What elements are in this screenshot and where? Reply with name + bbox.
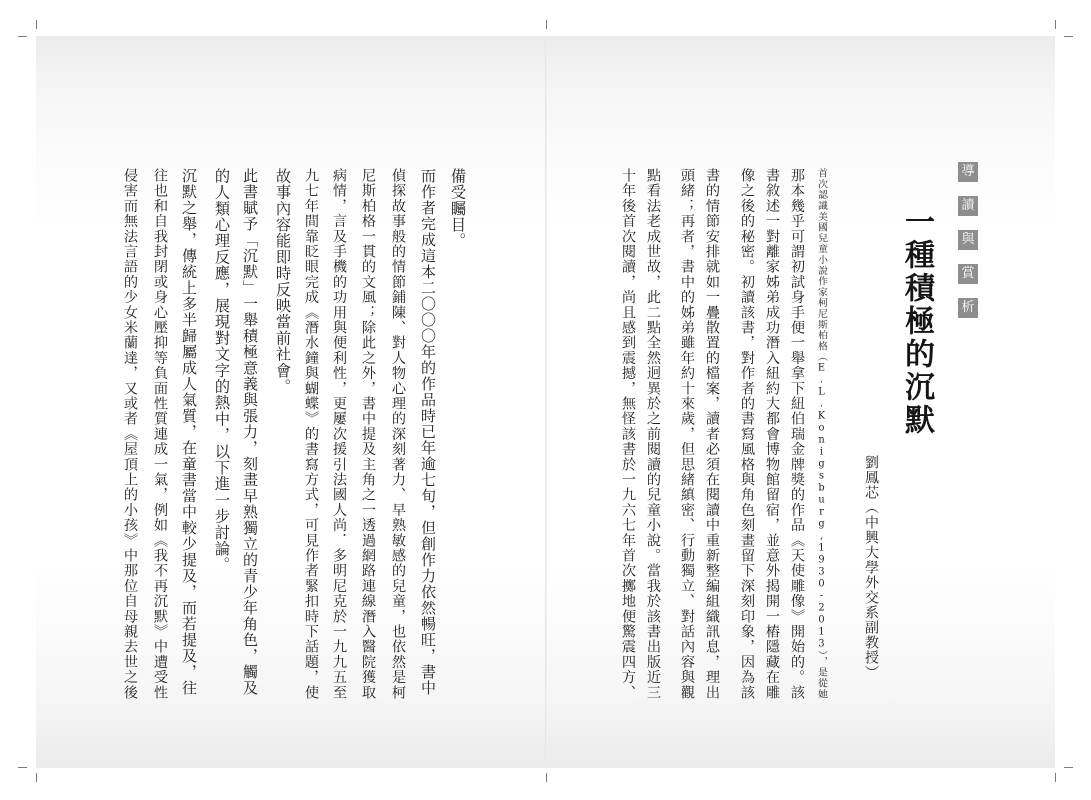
left-page: [36, 36, 546, 768]
section-label-char: 讀: [958, 196, 978, 216]
crop-mark: [1055, 20, 1056, 29]
text-column: 書的情節安排就如一疊散置的檔案，讀者必須在閱讀中重新整編組織訊息，理出: [704, 168, 720, 700]
section-label: [958, 162, 978, 332]
section-label-char: 賞: [958, 264, 978, 284]
text-column: 沉默之舉，傳統上多半歸屬成人氣質，在童書當中較少提及，而若提及，往: [180, 168, 198, 696]
text-column: 像之後的秘密。初讀該書，對作者的書寫風格與角色刻畫留下深刻印象，因為該: [739, 168, 755, 700]
text-column: 的人類心理反應，展現對文字的熱中，以下進一步討論。: [213, 168, 231, 573]
page-gutter: [545, 36, 547, 768]
text-column: 九七年間靠眨眼完成《潛水鐘與蝴蝶》的書寫方式，可見作者緊扣時下話題，使: [303, 168, 319, 700]
text-column: 病情，言及手機的功用與便利性，更屢次援引法國人尚．多明尼克於一九九五至: [331, 168, 347, 700]
text-column: 備受矚目。: [449, 168, 467, 249]
text-column: 尼斯柏格一貫的文風；除此之外，書中提及主角之一透過網路連線潛入醫院獲取: [360, 168, 376, 700]
section-label-char: 析: [958, 298, 978, 318]
text-column: 往也和自我封閉或身心壓抑等負面性質連成一氣，例如《我不再沉默》中遭受性: [152, 168, 168, 700]
text-column: 十年後首次閱讀，尚且感到震撼，無怪該書於一九六七年首次擲地便驚震四方、: [620, 168, 636, 700]
crop-mark: [36, 20, 37, 29]
crop-mark: [1055, 773, 1056, 782]
text-column: 侵害而無法言語的少女米蘭達，又或者《屋頂上的小孩》中那位自母親去世之後: [122, 168, 138, 700]
text-column: 故事內容能即時反映當前社會。: [274, 168, 292, 395]
text-column: 那本幾乎可謂初試身手便一舉拿下紐伯瑞金牌獎的作品《天使雕像》開始的。該: [789, 168, 805, 700]
text-column: 頭緒；再者，書中的姊弟雖年約十來歲，但思緒縝密、行動獨立、對話內容與觀: [679, 168, 695, 700]
article-title: 一種積極的沉默: [899, 206, 934, 437]
text-column: 此書賦予「沉默」一舉積極意義與張力，刻畫早熟獨立的青少年角色，觸及: [241, 168, 259, 696]
crop-mark: [36, 773, 37, 782]
section-label-char: 與: [958, 230, 978, 250]
section-label-char: 導: [958, 162, 978, 182]
crop-mark: [546, 773, 547, 782]
text-column: 而作者完成這本二〇〇〇年的作品時已年逾七旬，但創作力依然暢旺，書中: [419, 168, 437, 696]
author-credit: 劉鳳芯（中興大學外交系副教授）: [863, 455, 879, 680]
crop-mark: [1064, 767, 1073, 768]
crop-mark: [1064, 36, 1073, 37]
text-column: 書敘述一對離家姊弟成功潛入紐約大都會博物館留宿，並意外揭開一樁隱藏在雕: [764, 168, 780, 700]
crop-mark: [18, 767, 27, 768]
crop-mark: [18, 36, 27, 37]
crop-mark: [546, 20, 547, 29]
text-column: 點看法老成世故，此二點全然迥異於之前閱讀的兒童小說。當我於該書出版近三: [645, 168, 661, 700]
text-column: 偵探故事般的情節鋪陳、對人物心理的深刻著力、早熟敏感的兒童，也依然是柯: [390, 168, 406, 700]
text-column: 首次認識美國兒童小說作家柯尼斯柏格（E.L.Konigsburg,1930-2013），是從她: [816, 168, 827, 700]
